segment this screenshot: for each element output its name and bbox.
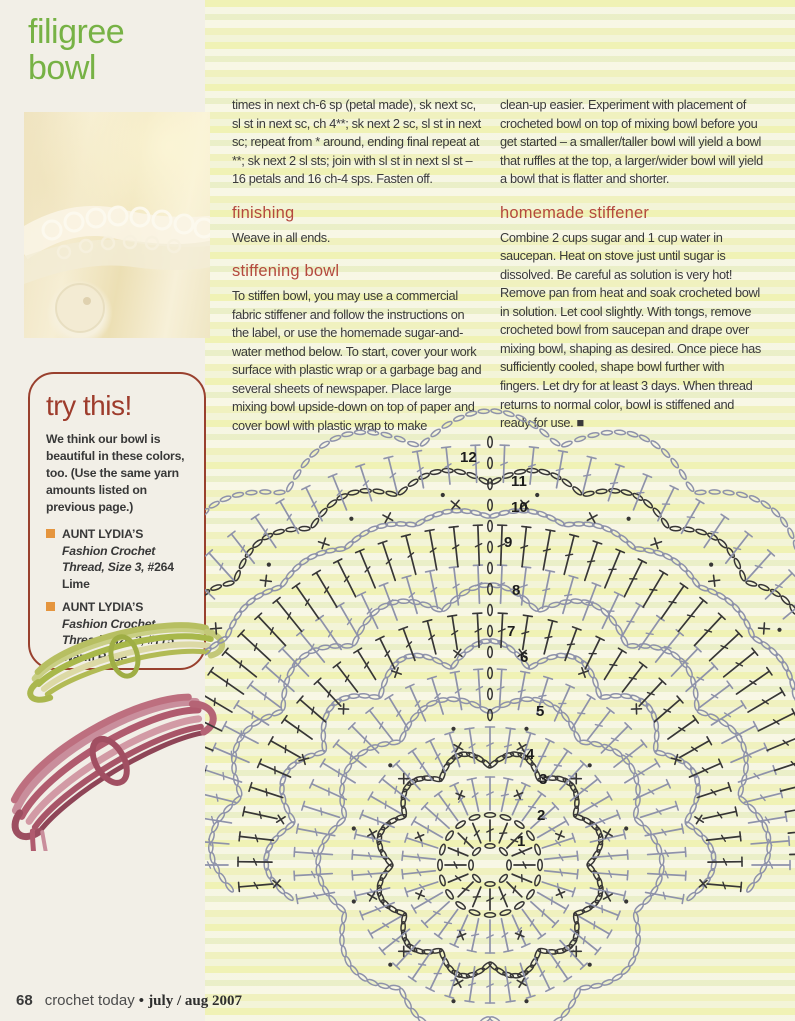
try-this-title: try this!	[46, 390, 132, 421]
round-number-label: 3	[539, 771, 548, 788]
column-middle	[232, 96, 484, 446]
yarn-skeins-art	[0, 583, 238, 851]
round-number-label: 9	[504, 534, 513, 551]
bullet-square-icon	[46, 529, 55, 538]
yarn-item-text: AUNT LYDIA’S Fashion Crochet Thread, Size 3, #775 Warm Rose	[62, 600, 174, 664]
crochet-chart	[205, 408, 795, 1021]
try-this-intro: We think our bowl is beautiful in these colors, too. (Use the same yarn amounts listed on previous page.)	[46, 432, 185, 515]
round-number-label: 10	[511, 499, 528, 516]
stiffening-bowl-heading: stiffening bowl	[232, 262, 340, 281]
column-right	[500, 96, 766, 443]
round-number-label: 2	[537, 807, 546, 824]
pattern-paragraph: times in next ch-6 sp (petal made), sk next sc, sl st in next sc, ch 4**; sk next 2 sc, sl st in next sc; repeat from * around, ending final repeat at **; sk next 2 sl sts; join with sl st in next sl st – 16 petals and 16 ch-4 sps. Fasten off.	[232, 97, 481, 187]
round-number-label: 1	[517, 833, 526, 850]
page-number: 68	[16, 992, 33, 1009]
bowl-photo	[24, 112, 210, 338]
cleanup-paragraph: clean-up easier. Experiment with placement of crocheted bowl on top of mixing bowl before you get started – a smaller/taller bowl will yield a bowl that ruffles at the top, a larger/wider bowl will yield a bowl that is flatter and shorter.	[500, 97, 763, 187]
magazine-name: crochet today	[44, 992, 135, 1009]
bowl-photo-art	[24, 112, 210, 338]
homemade-stiffener-heading: homemade stiffener	[500, 203, 650, 222]
yarn-item-text: AUNT LYDIA’S Fashion Crochet Thread, Size 3, #264 Lime	[62, 527, 174, 591]
page-footer	[16, 992, 242, 1010]
page-title-line2: bowl	[28, 49, 96, 88]
issue-date: july / aug 2007	[148, 993, 242, 1009]
round-number-label: 5	[536, 703, 545, 720]
finishing-text: Weave in all ends.	[232, 229, 331, 245]
yarn-photo	[0, 583, 238, 851]
crochet-chart-area	[205, 408, 795, 1021]
round-number-label: 11	[511, 473, 527, 490]
page-title	[28, 14, 124, 86]
stiffening-bowl-text: To stiffen bowl, you may use a commercial fabric stiffener and follow the instructions on the label, or use the homemade sugar-and-water method below. To start, cover your work surface with plastic wrap or a garbage bag and several sheets of newspaper. Place large mixing bowl upside-down on top of paper and cover bowl with plastic wrap to make	[232, 288, 482, 433]
round-number-label: 4	[526, 746, 535, 763]
page-title-line1: filigree	[28, 13, 125, 51]
round-number-label: 8	[512, 582, 521, 599]
round-number-label: 12	[460, 449, 477, 466]
homemade-stiffener-text: Combine 2 cups sugar and 1 cup water in saucepan. Heat on stove just until sugar is dissolved. Be careful as solution is very hot! Remove pan from heat and soak crocheted bowl in solution. Let cool slightly. With tongs, remove crocheted bowl from saucepan and drape over mixing bowl, shaping as desired. Once piece has sufficiently cooled, shape bowl further with fingers. Let dry for at least 3 days. When thread returns to normal color, bowl is stiffened and ready for use. ■	[500, 229, 761, 431]
round-number-label: 6	[520, 649, 529, 666]
round-number-label: 7	[507, 623, 516, 640]
finishing-heading: finishing	[232, 203, 295, 222]
issue-separator: •	[138, 993, 145, 1009]
